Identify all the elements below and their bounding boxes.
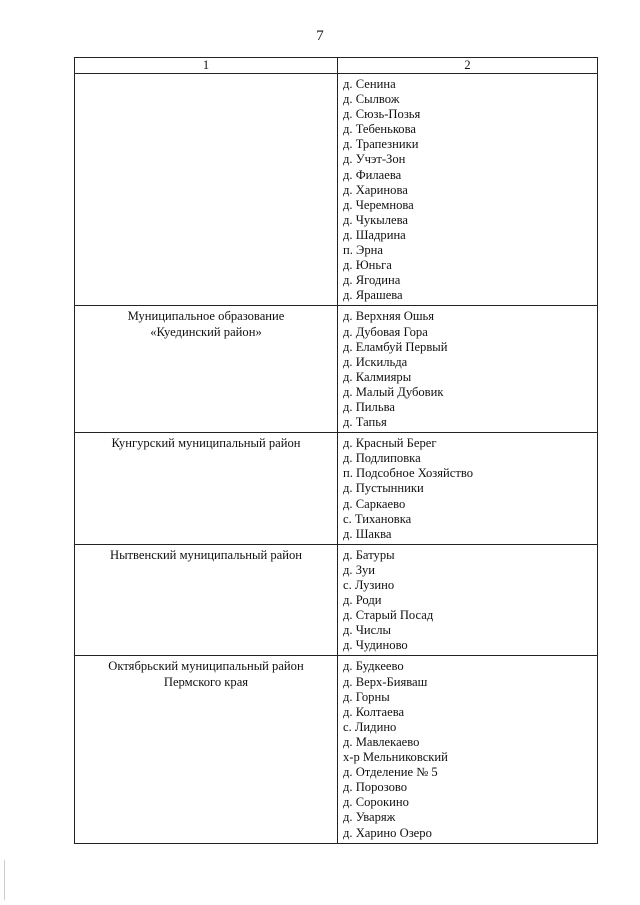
settlement-item: д. Роди (343, 593, 382, 608)
settlement-item: д. Пустынники (343, 481, 424, 496)
table-row (75, 74, 598, 306)
settlement-item: д. Еламбуй Первый (343, 339, 448, 354)
settlement-item: х-р Мельниковский (343, 750, 448, 765)
scan-edge-mark (4, 860, 5, 900)
settlement-item: д. Малый Дубовик (343, 384, 444, 399)
settlement-item: д. Харино Озеро (343, 825, 432, 840)
settlement-item: д. Горны (343, 689, 390, 704)
settlement-item: д. Саркаево (343, 496, 406, 511)
column-header-1: 1 (75, 58, 338, 74)
settlement-item: д. Шаква (343, 526, 392, 541)
settlements-table (74, 57, 598, 844)
settlement-item: д. Колтаева (343, 704, 405, 719)
table-row (75, 306, 598, 433)
district-name: Муниципальное образование «Куединский район» (75, 306, 338, 433)
settlement-item: д. Пильва (343, 399, 395, 414)
settlement-item: д. Сорокино (343, 795, 409, 810)
settlement-item: д. Мавлекаево (343, 734, 420, 749)
settlement-item: д. Учэт-Зон (343, 152, 406, 167)
settlement-item: с. Лузино (343, 578, 395, 592)
column-header-2: 2 (338, 58, 598, 74)
page-number: 7 (316, 28, 324, 44)
settlement-item: д. Дубовая Гора (343, 324, 428, 339)
settlement-item: д. Филаева (343, 167, 402, 182)
settlement-item: д. Верхняя Ошья (343, 309, 435, 324)
table-row (75, 433, 598, 545)
settlement-item: д. Уваряж (343, 810, 396, 825)
settlement-item: д. Калмияры (343, 369, 412, 384)
settlement-list (338, 306, 598, 433)
district-name: Нытвенский муниципальный район (75, 544, 338, 656)
settlement-item: п. Подсобное Хозяйство (343, 466, 474, 481)
settlement-item: д. Тапья (343, 415, 387, 430)
settlement-item: д. Верх-Бияваш (343, 674, 428, 689)
table-row (75, 544, 598, 656)
settlement-list (338, 74, 598, 306)
settlement-item: д. Старый Посад (343, 608, 434, 623)
settlement-item: д. Искильда (343, 354, 408, 369)
district-name (75, 74, 338, 306)
settlement-item: д. Трапезники (343, 137, 419, 152)
settlement-list (338, 544, 598, 656)
settlement-item: д. Чудиново (343, 638, 408, 653)
settlement-item: д. Числы (343, 623, 391, 638)
district-name: Октябрьский муниципальный район Пермского края (75, 656, 338, 843)
settlement-item: д. Шадрина (343, 227, 406, 242)
settlement-item: с. Лидино (343, 719, 397, 734)
settlement-item: д. Подлиповка (343, 451, 421, 466)
settlement-item: д. Сенина (343, 77, 396, 91)
settlement-item: д. Юньга (343, 258, 392, 273)
settlement-item: д. Ярашева (343, 288, 403, 303)
settlement-item: д. Тебенькова (343, 122, 416, 137)
settlement-item: д. Отделение № 5 (343, 765, 438, 780)
table-header-row (75, 58, 598, 74)
settlement-list (338, 656, 598, 843)
settlement-item: д. Будкеево (343, 659, 404, 674)
district-name: Кунгурский муниципальный район (75, 433, 338, 545)
settlement-item: д. Сылвож (343, 92, 400, 107)
settlement-item: д. Ягодина (343, 273, 401, 288)
settlement-item: д. Зуи (343, 562, 376, 577)
table-row (75, 656, 598, 843)
settlement-item: д. Сюзь-Позья (343, 107, 421, 122)
settlement-item: д. Чукылева (343, 212, 409, 227)
settlement-item: д. Черемнова (343, 197, 414, 212)
settlement-list (338, 433, 598, 545)
settlement-item: с. Тихановка (343, 511, 412, 526)
settlement-item: п. Эрна (343, 243, 383, 258)
settlement-item: д. Красный Берег (343, 436, 437, 451)
settlement-item: д. Порозово (343, 780, 408, 795)
settlement-item: д. Харинова (343, 182, 408, 197)
settlement-item: д. Батуры (343, 547, 395, 562)
